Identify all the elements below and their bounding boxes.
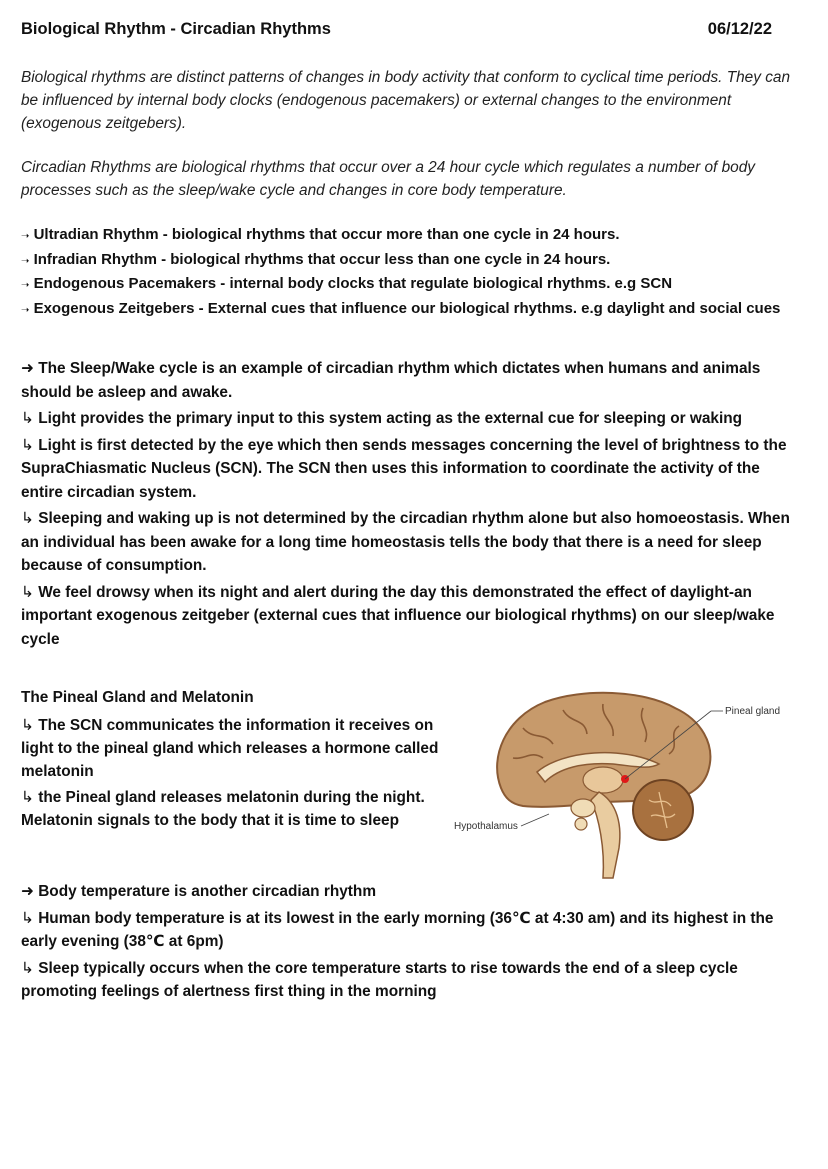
brain-illustration <box>453 688 783 883</box>
return-arrow-icon: ↳ <box>21 510 34 527</box>
right-arrow-icon: ➜ <box>21 360 34 377</box>
arrow-icon: ➝ <box>21 304 30 316</box>
return-arrow-icon: ↳ <box>21 583 34 601</box>
page-header <box>21 20 772 39</box>
definition-item: ➝ Endogenous Pacemakers - internal body clocks that regulate biological rhythms. e.g SCN <box>21 275 673 292</box>
return-arrow-icon: ↳ <box>21 436 34 454</box>
intro-paragraph-2: Circadian Rhythms are biological rhythms that occur over a 24 hour cycle which regulates a number of body processes such as the sleep/wake cycle and changes in core body temperature. <box>21 159 755 199</box>
sub-point: ↳ Sleeping and waking up is not determined by the circadian rhythm alone but also homoeostasis. When an individual has been awake for a long time homeostasis tells the body that there is a need for sleep because of consumption. <box>21 510 790 574</box>
sub-point: ↳ Light provides the primary input to this system acting as the external cue for sleeping or waking <box>21 410 743 427</box>
right-arrow-icon: ➜ <box>21 883 34 900</box>
sleep-wake-section <box>21 357 801 651</box>
section-heading: ➜ The Sleep/Wake cycle is an example of circadian rhythm which dictates when humans and animals should be asleep and awake. <box>21 360 761 401</box>
sub-point: ↳ Human body temperature is at its lowest in the early morning (36℃ at 4:30 am) and its highest in the early evening (38℃ at 6pm) <box>21 909 774 950</box>
hypothalamus-leader-line <box>521 814 549 826</box>
pineal-section-title: The Pineal Gland and Melatonin <box>21 689 254 706</box>
sub-point: ↳ Light is first detected by the eye which then sends messages concerning the level of brightness to the SupraChiasmatic Nucleus (SCN). The SCN then uses this information to coordinate the activity of the entire circadian system. <box>21 436 787 501</box>
page-title: Biological Rhythm - Circadian Rhythms <box>21 20 331 38</box>
page-date: 06/12/22 <box>707 20 772 38</box>
hypothalamus-region <box>571 799 595 817</box>
thalamus <box>583 767 623 793</box>
return-arrow-icon: ↳ <box>21 959 34 977</box>
return-arrow-icon: ↳ <box>21 789 34 806</box>
sub-point: ↳ Sleep typically occurs when the core temperature starts to rise towards the end of a sleep cycle promoting feelings of alertness first thing in the morning <box>21 959 738 1000</box>
section-heading: ➜ Body temperature is another circadian rhythm <box>21 883 377 900</box>
body-temperature-section <box>21 880 801 1004</box>
return-arrow-icon: ↳ <box>21 410 34 427</box>
pineal-label: Pineal gland <box>725 706 781 717</box>
definitions-list <box>21 224 801 322</box>
intro-paragraph-1: Biological rhythms are distinct patterns of changes in body activity that conform to cyclical time periods. They can be influenced by internal body clocks (endogenous pacemakers) or external changes to the environment (exogenous zeitgebers). <box>21 69 791 132</box>
brain-diagram <box>453 688 783 883</box>
return-arrow-icon: ↳ <box>21 717 34 734</box>
pituitary <box>575 818 587 830</box>
definition-item: ➝ Infradian Rhythm - biological rhythms that occur less than one cycle in 24 hours. <box>21 250 611 268</box>
sub-point: ↳ the Pineal gland releases melatonin during the night. Melatonin signals to the body that it is time to sleep <box>21 789 425 829</box>
definition-item: ➝ Exogenous Zeitgebers - External cues that influence our biological rhythms. e.g daylight and social cues <box>21 299 781 317</box>
arrow-icon: ➝ <box>21 280 30 291</box>
sub-point: ↳ We feel drowsy when its night and alert during the day this demonstrated the effect of daylight-an important exogenous zeitgeber (external cues that influence our biological rhythms) on our sleep/wake cycle <box>21 583 775 648</box>
pineal-points <box>21 714 451 835</box>
hypothalamus-label: Hypothalamus <box>454 821 518 832</box>
definition-item: ➝ Ultradian Rhythm - biological rhythms that occur more than one cycle in 24 hours. <box>21 226 620 243</box>
sub-point: ↳ The SCN communicates the information it receives on light to the pineal gland which releases a hormone called melatonin <box>21 717 439 780</box>
brainstem <box>591 792 620 878</box>
arrow-icon: ➝ <box>21 255 30 267</box>
arrow-icon: ➝ <box>21 231 30 242</box>
return-arrow-icon: ↳ <box>21 909 34 927</box>
